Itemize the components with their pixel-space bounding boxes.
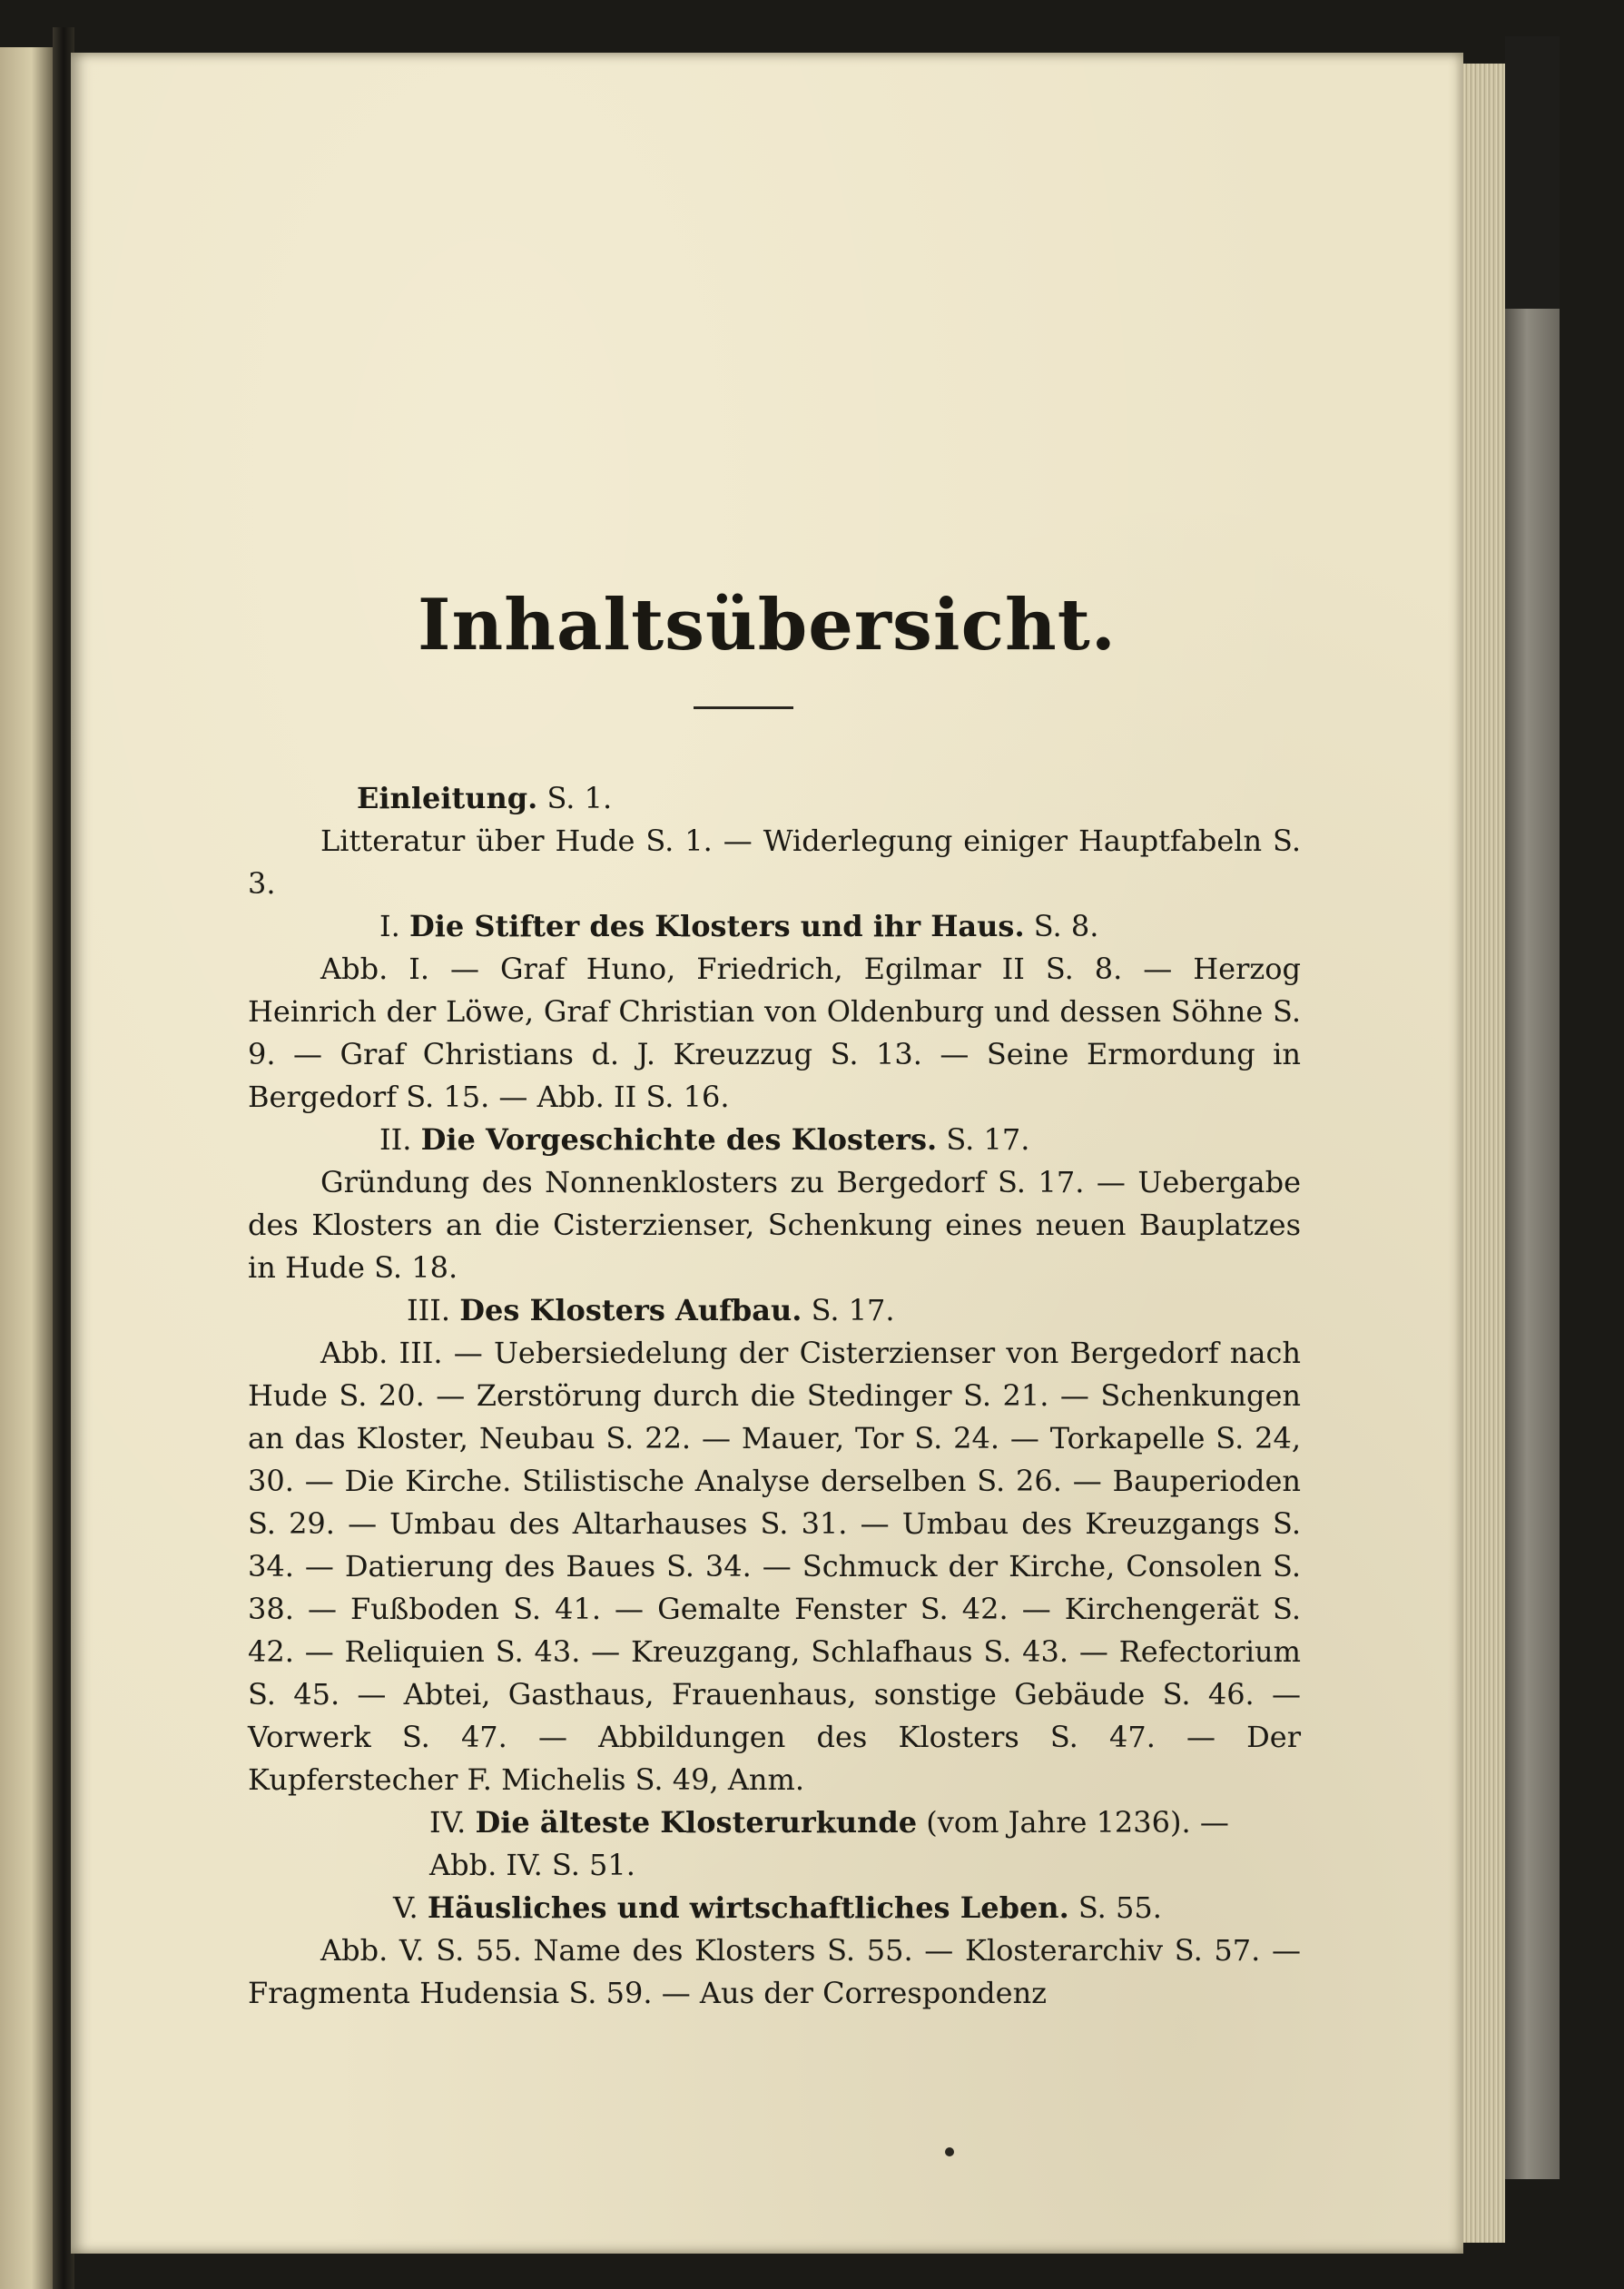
toc-paragraph: Abb. V. S. 55. Name des Klosters S. 55. — Klosterarchiv S. 57. — Fragmenta Hudensia S. 59. — Aus der Correspondenz xyxy=(248,1933,1301,2010)
section-page-ref: S. 8. xyxy=(1033,909,1099,943)
toc-intro xyxy=(248,777,1301,820)
section-title: Die Stifter des Klosters und ihr Haus. xyxy=(408,909,1025,943)
section-title: Die älteste Klosterurkunde xyxy=(475,1805,918,1840)
section-number: V. xyxy=(393,1890,418,1925)
title-divider xyxy=(694,706,793,709)
toc-section-heading xyxy=(248,1887,1301,1929)
section-page-ref: S. 17. xyxy=(811,1293,895,1327)
facing-page-edge xyxy=(0,47,53,2289)
page-stack-edges xyxy=(1463,64,1505,2243)
page-sheet xyxy=(71,53,1463,2254)
table-of-contents xyxy=(248,777,1301,2015)
ink-speck xyxy=(945,2147,954,2156)
toc-paragraph: Abb. III. — Uebersiedelung der Cisterzienser von Bergedorf nach Hude S. 20. — Zerstörung durch die Stedinger S. 21. — Schenkungen an das Kloster, Neubau S. 22. — Mauer, Tor S. 24. — Torkapelle S. 24, 30. — Die Kirche. Stilistische Analyse derselben S. 26. — Bauperioden S. 29. — Umbau des Altarhauses S. 31. — Umbau des Kreuzgangs S. 34. — Datierung des Baues S. 34. — Schmuck der Kirche, Consolen S. 38. — Fußboden S. 41. — Gemalte Fenster S. 42. — Kirchengerät S. 42. — Reliquien S. 43. — Kreuzgang, Schlafhaus S. 43. — Refectorium S. 45. — Abtei, Gasthaus, Frauenhaus, sonstige Gebäude S. 46. — Vorwerk S. 47. — Abbildungen des Klosters S. 47. — Der Kupferstecher F. Michelis S. 49, Anm. xyxy=(248,1336,1301,1797)
section-number: III. xyxy=(407,1293,451,1327)
book-cover-side xyxy=(1505,309,1560,2179)
toc-intro-head: Einleitung. xyxy=(357,781,538,815)
toc-section-heading xyxy=(248,1801,1301,1887)
section-title: Häusliches und wirtschaftliches Leben. xyxy=(427,1890,1069,1925)
section-page-ref: (vom Jahre 1236). — Abb. IV. S. 51. xyxy=(429,1805,1229,1882)
section-number: II. xyxy=(379,1122,412,1157)
section-title: Die Vorgeschichte des Klosters. xyxy=(420,1122,938,1157)
book-cover-top xyxy=(1505,36,1560,309)
toc-section-heading xyxy=(248,905,1301,948)
page-title: Inhaltsübersicht. xyxy=(418,584,1117,666)
section-number: IV. xyxy=(429,1805,467,1840)
toc-paragraph: Gründung des Nonnenklosters zu Bergedorf S. 17. — Uebergabe des Klosters an die Cisterzienser, Schenkung eines neuen Bauplatzes in Hude S. 18. xyxy=(248,1165,1301,1285)
toc-paragraph: Abb. I. — Graf Huno, Friedrich, Egilmar II S. 8. — Herzog Heinrich der Löwe, Graf Christian von Oldenburg und dessen Söhne S. 9. — Graf Christians d. J. Kreuzzug S. 13. — Seine Ermordung in Bergedorf S. 15. — Abb. II S. 16. xyxy=(248,952,1301,1114)
section-page-ref: S. 55. xyxy=(1078,1890,1162,1925)
section-number: I. xyxy=(379,909,400,943)
toc-section-heading xyxy=(248,1289,1301,1332)
toc-paragraph: Litteratur über Hude S. 1. — Widerlegung einiger Hauptfabeln S. 3. xyxy=(248,824,1301,901)
section-title: Des Klosters Aufbau. xyxy=(459,1293,802,1327)
section-page-ref: S. 17. xyxy=(946,1122,1030,1157)
toc-section-heading xyxy=(248,1119,1301,1161)
toc-intro-ref: S. 1. xyxy=(546,781,613,815)
